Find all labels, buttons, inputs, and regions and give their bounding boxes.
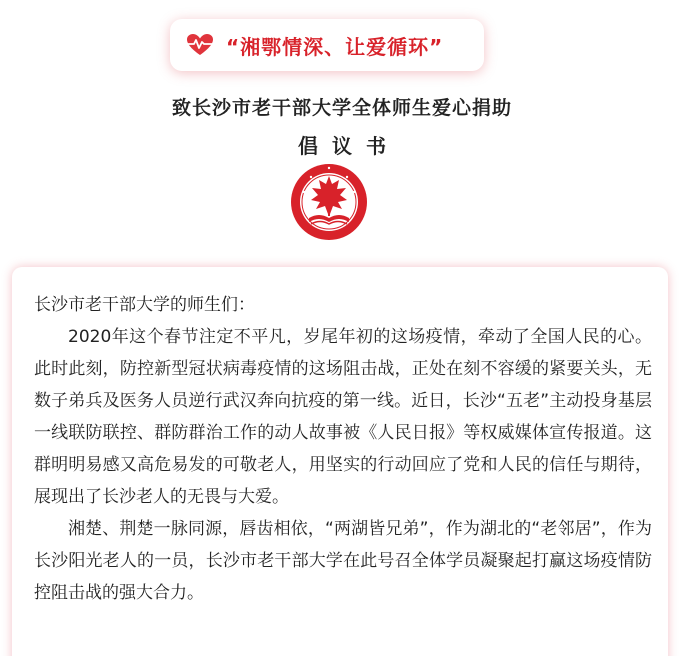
letter-card xyxy=(12,267,668,656)
paragraph-2: 湘楚、荆楚一脉同源，唇齿相依，“两湖皆兄弟”，作为湖北的“老邻居”，作为长沙阳光老人的一员，长沙市老干部大学在此号召全体学员凝聚起打赢这场疫情防控阻击战的强大合力。 xyxy=(34,519,652,603)
paragraph-1: 2020年这个春节注定不平凡，岁尾年初的这场疫情，牵动了全国人民的心。此时此刻，防控新型冠状病毒疫情的这场阻击战，正处在刻不容缓的紧要关头，无数子弟兵及医务人员逆行武汉奔向抗疫的第一线。近日，长沙“五老”主动投身基层一线联防联控、群防群治工作的动人故事被《人民日报》等权威媒体宣传报道。这群明明易感又高危易发的可敬老人，用坚实的行动回应了党和人民的信任与期待，展现出了长沙老人的无畏与大爱。 xyxy=(34,327,652,507)
salutation: 长沙市老干部大学的师生们： xyxy=(34,295,255,315)
university-emblem-icon xyxy=(289,162,369,242)
letter-subtitle: 倡议书 xyxy=(298,134,400,158)
slogan-text: “湘鄂情深、让爱循环” xyxy=(226,35,444,59)
letter-body xyxy=(34,289,652,609)
letter-title: 致长沙市老干部大学全体师生爱心捐助 xyxy=(171,97,512,119)
slogan-banner xyxy=(170,19,484,71)
heart-pulse-icon xyxy=(186,33,214,57)
